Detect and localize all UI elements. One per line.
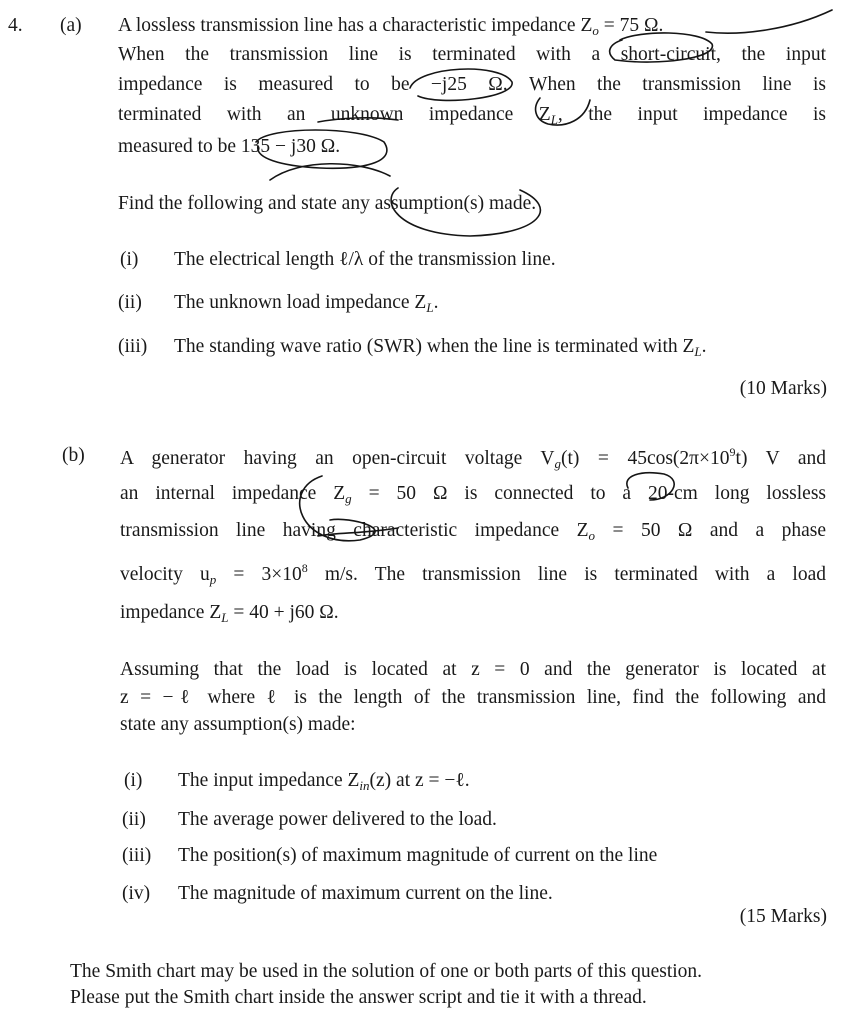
part-a-item-1-text: The electrical length ℓ/λ of the transmission line.: [174, 249, 556, 270]
footer-line1: The Smith chart may be used in the solution of one or both parts of this question.: [70, 961, 703, 982]
part-a-instruction: Find the following and state any assumption(s) made.: [118, 193, 537, 214]
part-b-line4: velocity $u_p = 3\times 10^8$ m/s. The transmission line is terminated with a load: [120, 561, 826, 587]
part-b-assume-line1: Assuming that the load is located at z = 0 and the generator is located at: [120, 659, 826, 680]
annotation-underline-z0: [706, 10, 832, 33]
part-a-item-2-text: The unknown load impedance $Z_L$.: [174, 292, 439, 315]
part-b-line2: an internal impedance $Z_g = 50$ Ω is connected to a 20-cm long lossless: [120, 483, 826, 506]
part-a-item-3-number: (iii): [118, 336, 148, 357]
part-a-line5: measured to be 135 − j30 Ω.: [118, 136, 341, 157]
footer-line2: Please put the Smith chart inside the answer script and tie it with a thread.: [70, 987, 647, 1008]
part-b-item-4-number: (iv): [122, 883, 151, 904]
part-b-item-3-number: (iii): [122, 845, 152, 866]
part-b-item-1-number: (i): [124, 770, 143, 791]
part-b-label: (b): [62, 445, 85, 466]
part-a-item-1-number: (i): [120, 249, 139, 270]
part-b-line1: A generator having an open-circuit voltage $V_g(t) = 45\cos(2\pi\times 10^9t)$ V and: [120, 445, 827, 471]
part-b-item-3-text: The position(s) of maximum magnitude of current on the line: [178, 845, 658, 866]
part-b-line3: transmission line having characteristic impedance $Z_o = 50$ Ω and a phase: [120, 520, 826, 543]
part-b-item-2-text: The average power delivered to the load.: [178, 809, 497, 830]
part-b-item-4-text: The magnitude of maximum current on the line.: [178, 883, 553, 904]
part-b-line5: impedance $Z_L = 40 + j60$ Ω.: [120, 602, 339, 625]
part-a-line4: terminated with an unknown impedance $Z_L$, the input impedance is: [118, 104, 826, 127]
part-a-line1: A lossless transmission line has a characteristic impedance $Z_o = 75$ Ω.: [118, 15, 664, 38]
part-b-marks: (15 Marks): [739, 906, 827, 927]
part-a-line2: When the transmission line is terminated with a short-circuit, the input: [118, 44, 826, 65]
part-a-label: (a): [60, 15, 82, 36]
part-a-item-3-text: The standing wave ratio (SWR) when the line is terminated with $Z_L$.: [174, 336, 707, 359]
part-b-assume-line3: state any assumption(s) made:: [120, 714, 356, 735]
annotation-swoop-top: [270, 164, 390, 180]
question-number: 4.: [8, 15, 23, 36]
part-a-item-2-number: (ii): [118, 292, 142, 313]
part-b-item-1-text: The input impedance $Z_{in}(z)$ at z = −ℓ.: [178, 770, 470, 793]
part-a-marks: (10 Marks): [739, 378, 827, 399]
part-b-assume-line2: z = −ℓ where ℓ is the length of the transmission line, find the following and: [120, 687, 826, 708]
part-b-item-2-number: (ii): [122, 809, 146, 830]
part-a-line3: impedance is measured to be −j25 Ω. When the transmission line is: [118, 74, 826, 95]
